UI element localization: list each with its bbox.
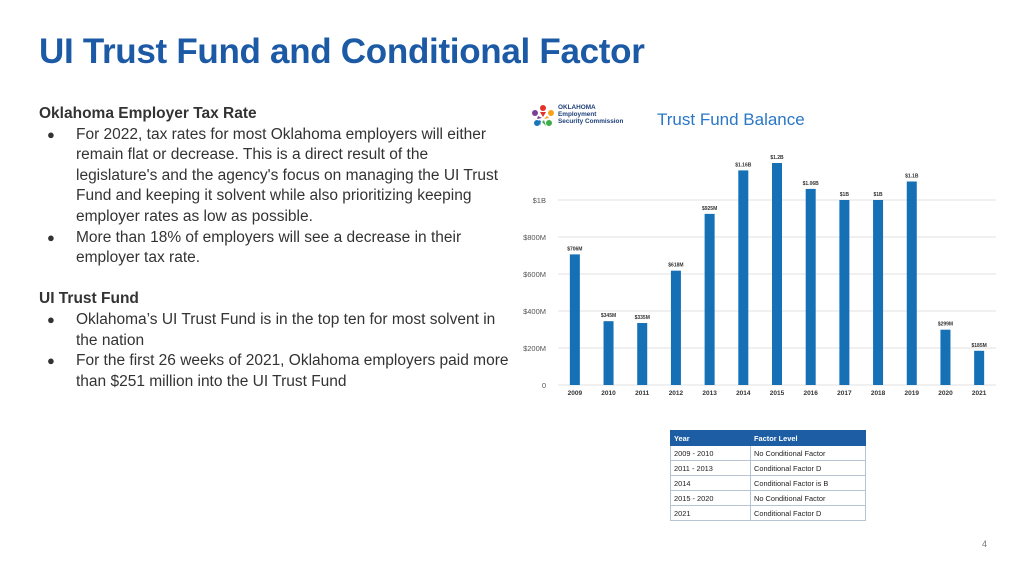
x-tick-label: 2021 xyxy=(971,390,987,397)
bullet-text: For the first 26 weeks of 2021, Oklahoma employers paid more than $251 million into the UI Trust Fund xyxy=(76,352,509,390)
table-row xyxy=(671,506,866,521)
table-header-row xyxy=(671,431,866,446)
section-spacer xyxy=(39,269,509,290)
x-tick-label: 2011 xyxy=(635,390,650,397)
data-label: $1.1B xyxy=(905,173,919,180)
column-header-factor-level: Factor Level xyxy=(751,431,866,446)
data-label: $1B xyxy=(873,192,883,198)
bar xyxy=(705,214,715,385)
logo-line-1: OKLAHOMA xyxy=(558,104,596,111)
bullet-dot-icon: ● xyxy=(47,229,55,245)
y-tick-label: $200M xyxy=(523,344,546,353)
x-tick-label: 2013 xyxy=(702,390,717,397)
bullet-text: More than 18% of employers will see a decrease in their employer tax rate. xyxy=(76,228,462,267)
table-cell: No Conditional Factor xyxy=(751,491,866,506)
bar xyxy=(974,351,984,385)
table-cell: No Conditional Factor xyxy=(751,446,866,461)
y-tick-label: $400M xyxy=(523,307,546,316)
x-tick-label: 2016 xyxy=(803,390,818,397)
y-tick-label: $1B xyxy=(532,196,546,205)
bar xyxy=(772,163,782,385)
logo-line-3: Security Commission xyxy=(558,118,624,125)
x-tick-label: 2009 xyxy=(567,390,583,397)
table-cell: 2009 - 2010 xyxy=(671,446,751,461)
x-tick-label: 2019 xyxy=(904,390,920,397)
data-label: $345M xyxy=(600,313,617,320)
bullet-item xyxy=(39,228,509,269)
column-header-year: Year xyxy=(671,431,751,446)
trust-fund-heading: UI Trust Fund xyxy=(39,290,139,308)
trust-fund-bar-chart xyxy=(510,155,1000,400)
data-label: $335M xyxy=(634,315,650,322)
tax-rate-heading: Oklahoma Employer Tax Rate xyxy=(39,105,257,122)
table-cell: Conditional Factor is B xyxy=(751,476,866,491)
data-label: $1.2B xyxy=(770,155,784,161)
table-cell: 2015 - 2020 xyxy=(671,491,751,506)
bar xyxy=(570,254,580,385)
x-tick-label: 2020 xyxy=(938,390,953,397)
bar xyxy=(940,330,950,385)
bar xyxy=(839,200,849,385)
bar xyxy=(738,170,748,385)
table-row xyxy=(671,491,866,506)
bullet-text: For 2022, tax rates for most Oklahoma employers will either remain flat or decrease. This is a direct result of the legislature's and the agency's focus on managing the UI Trust Fund and keeping it solvent while also prioritizing keeping employer rates as low as possible. xyxy=(76,125,499,225)
bullet-dot-icon: ● xyxy=(47,353,55,369)
y-tick-label: $800M xyxy=(523,233,546,242)
table-row xyxy=(671,476,866,491)
y-tick-label: 0 xyxy=(541,381,546,390)
x-tick-label: 2015 xyxy=(769,390,785,397)
data-label: $1.16B xyxy=(735,162,752,169)
bar xyxy=(806,189,816,385)
x-tick-label: 2010 xyxy=(601,390,616,397)
x-tick-label: 2018 xyxy=(870,390,886,397)
logo-text xyxy=(558,104,623,125)
data-label: $1B xyxy=(839,192,849,198)
bar xyxy=(637,323,647,385)
logo-line-2: Employment xyxy=(558,111,597,118)
data-label: $925M xyxy=(701,205,718,212)
data-label: $1.06B xyxy=(802,180,819,187)
bullet-item xyxy=(39,351,509,392)
bullet-item xyxy=(39,310,509,351)
bullet-item xyxy=(39,125,509,228)
table-cell: Conditional Factor D xyxy=(751,461,866,476)
oesc-logo xyxy=(529,103,639,131)
table-cell: 2011 - 2013 xyxy=(671,461,751,476)
data-label: $299M xyxy=(937,321,954,328)
data-label: $706M xyxy=(567,246,583,253)
x-tick-label: 2017 xyxy=(837,390,852,397)
page-number: 4 xyxy=(982,539,988,549)
chart-title: Trust Fund Balance xyxy=(657,110,805,129)
bullet-dot-icon: ● xyxy=(47,126,55,142)
bullet-text: Oklahoma’s UI Trust Fund is in the top ten for most solvent in the nation xyxy=(76,310,496,349)
slide-title: UI Trust Fund and Conditional Factor xyxy=(39,32,645,71)
x-tick-label: 2012 xyxy=(668,390,684,397)
data-label: $185M xyxy=(971,342,987,349)
x-tick-label: 2014 xyxy=(736,390,751,397)
bar xyxy=(873,200,883,385)
y-tick-label: $600M xyxy=(523,270,546,279)
text-column xyxy=(39,104,509,392)
tax-rate-bullets xyxy=(39,125,509,269)
table-cell: 2021 xyxy=(671,506,751,521)
table-cell: Conditional Factor D xyxy=(751,506,866,521)
trust-fund-bullets xyxy=(39,310,509,392)
table-cell: 2014 xyxy=(671,476,751,491)
table-row xyxy=(671,446,866,461)
bullet-dot-icon: ● xyxy=(47,311,55,327)
logo-people-icon xyxy=(529,103,557,131)
bar xyxy=(604,321,614,385)
conditional-factor-table xyxy=(670,430,866,521)
data-label: $618M xyxy=(668,262,684,269)
bar xyxy=(671,271,681,385)
bar xyxy=(907,182,917,386)
table-row xyxy=(671,461,866,476)
